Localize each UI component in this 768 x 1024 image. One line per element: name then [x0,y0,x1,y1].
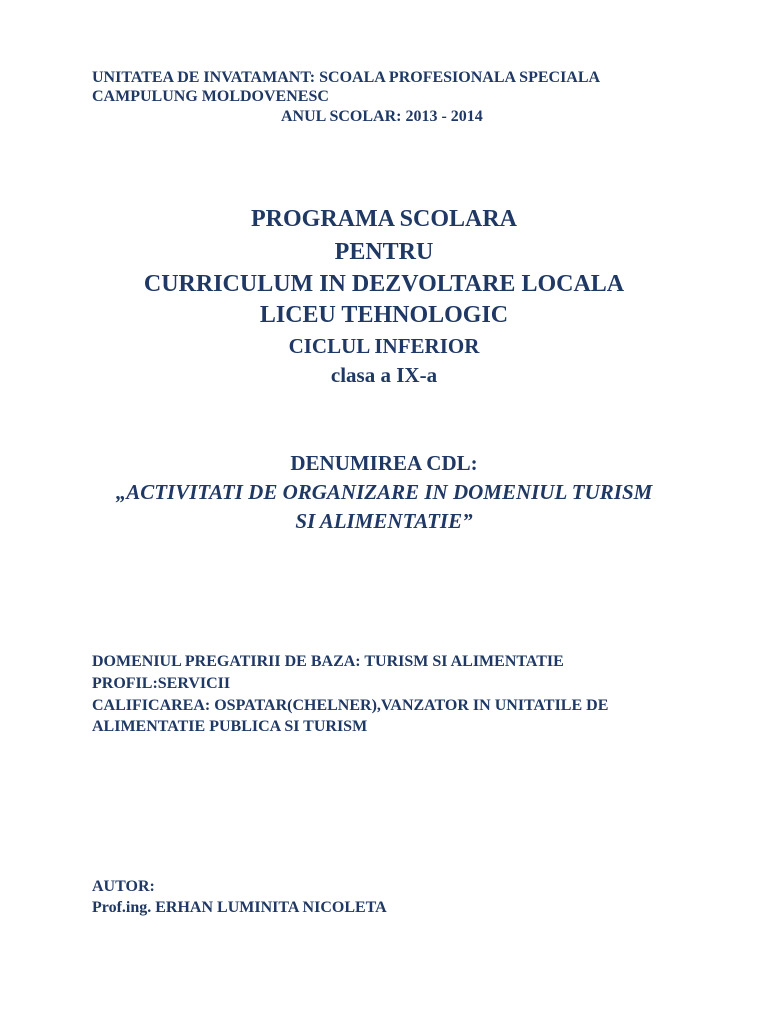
title-pentru: PENTRU [334,239,434,265]
author-label: AUTOR: [92,878,155,895]
author-name: Prof.ing. ERHAN LUMINITA NICOLETA [92,899,387,916]
header-unit-line: UNITATEA DE INVATAMANT: SCOALA PROFESIONALA SPECIALA [92,69,601,86]
title-programa: PROGRAMA SCOLARA [250,206,517,232]
header-city-line: CAMPULUNG MOLDOVENESC [92,88,329,105]
cdl-name-line2: SI ALIMENTATIE” [295,509,473,533]
title-curriculum: CURRICULUM IN DEZVOLTARE LOCALA [143,271,625,297]
title-liceu: LICEU TEHNOLOGIC [259,302,509,328]
profil: PROFIL:SERVICII [92,675,231,692]
title-ciclul: CICLUL INFERIOR [288,334,480,358]
cdl-label: DENUMIREA CDL: [290,451,478,475]
header-school-year: ANUL SCOLAR: 2013 - 2014 [281,108,483,125]
calificarea-line1: CALIFICAREA: OSPATAR(CHELNER),VANZATOR IN UNITATILE DE [92,697,609,714]
domeniul-pregatirii: DOMENIUL PREGATIRII DE BAZA: TURISM SI ALIMENTATIE [92,653,564,670]
calificarea-line2: ALIMENTATIE PUBLICA SI TURISM [92,718,368,735]
title-clasa: clasa a IX-a [330,363,438,387]
cdl-name-line1: „ACTIVITATI DE ORGANIZARE IN DOMENIUL TURISM [115,480,653,504]
